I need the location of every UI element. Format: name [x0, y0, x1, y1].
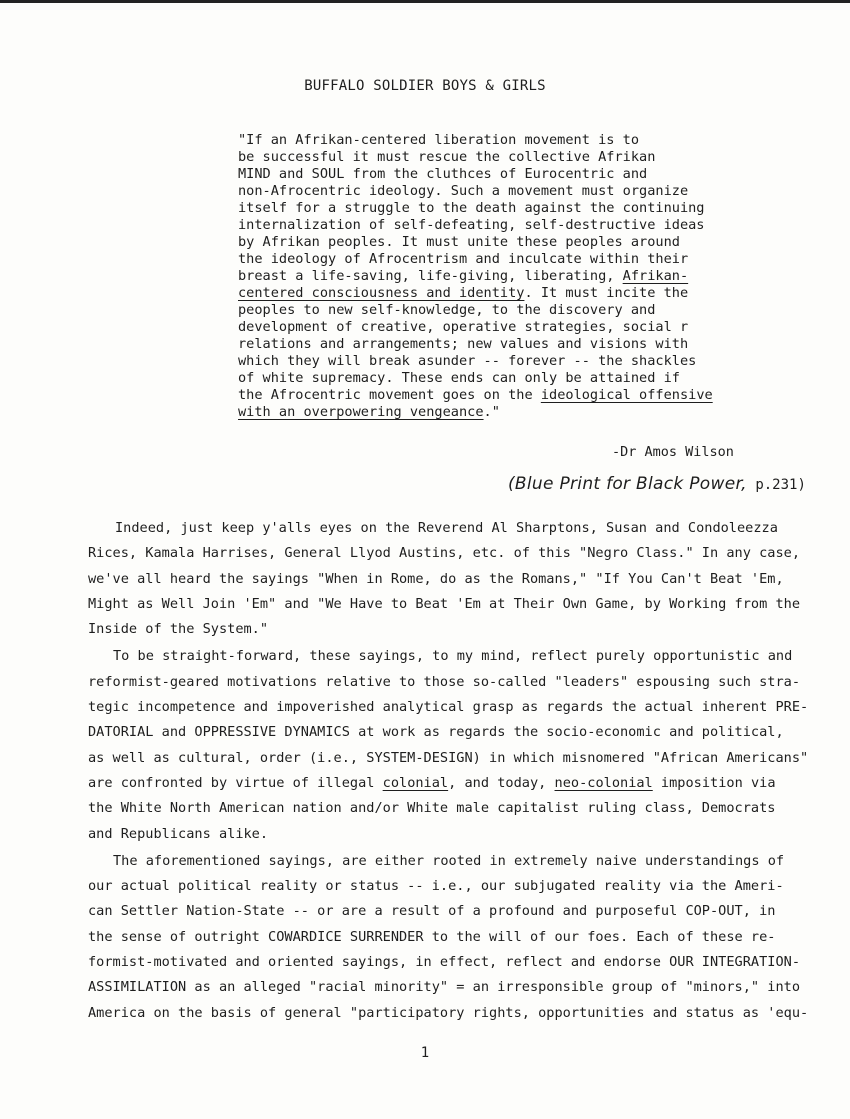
body-line: as well as cultural, order (i.e., SYSTEM-DESIGN) in which misnomered "African Americans"	[88, 749, 809, 766]
quote-underlined-text: ideological offensive	[540, 387, 713, 403]
quote-line: non-Afrocentric ideology. Such a movement must organize	[238, 183, 689, 199]
page-top-edge	[0, 0, 850, 3]
paragraph	[88, 516, 838, 642]
body-line: the White North American nation and/or White male capitalist ruling class, Democrats	[88, 800, 776, 817]
quote-text: breast a life-saving, life-giving, liberating,	[238, 268, 623, 284]
body-line: we've all heard the sayings "When in Rome, do as the Romans," "If You Can't Beat 'Em,	[88, 570, 784, 587]
quote-text: . It must incite the	[524, 285, 689, 301]
quote-line	[238, 268, 738, 285]
body-line: Inside of the System."	[88, 621, 269, 638]
quote-line: which they will break asunder -- forever -- the shackles	[238, 353, 697, 369]
source-citation	[508, 474, 806, 494]
quote-line	[238, 387, 738, 404]
body-line: can Settler Nation-State -- or are a result of a profound and purposeful COP-OUT, in	[88, 903, 776, 920]
quote-line: by Afrikan peoples. It must unite these peoples around	[238, 234, 680, 250]
quote-text: the Afrocentric movement goes on the	[238, 387, 541, 403]
quote-text: ."	[483, 404, 500, 420]
handwritten-source: (Blue Print for Black Power,	[508, 474, 747, 494]
quote-underlined-text: Afrikan-	[622, 268, 689, 284]
underlined-term: colonial	[382, 774, 449, 791]
body-line: formist-motivated and oriented sayings, in effect, reflect and endorse OUR INTEGRATION-	[88, 954, 801, 971]
quote-line: be successful it must rescue the collective Afrikan	[238, 149, 656, 165]
page-title: BUFFALO SOLDIER BOYS & GIRLS	[304, 78, 546, 94]
quote-line: development of creative, operative strategies, social r	[238, 319, 689, 335]
quote-line: the ideology of Afrocentrism and inculcate within their	[238, 251, 689, 267]
body-line: DATORIAL and OPPRESSIVE DYNAMICS at work as regards the socio-economic and political,	[88, 724, 784, 741]
body-text-run: are confronted by virtue of illegal	[88, 774, 383, 791]
source-page: p.231)	[746, 477, 806, 493]
body-line: reformist-geared motivations relative to those so-called "leaders" espousing such stra-	[88, 673, 801, 690]
quote-line: relations and arrangements; new values and visions with	[238, 336, 689, 352]
body-text	[88, 516, 838, 1028]
body-line: Rices, Kamala Harrises, General Llyod Austins, etc. of this "Negro Class." In any case,	[88, 545, 801, 562]
body-line: America on the basis of general "participatory rights, opportunities and status as 'equ-	[88, 1004, 809, 1021]
paragraph	[88, 644, 838, 846]
body-line: To be straight-forward, these sayings, to my mind, reflect purely opportunistic and	[113, 648, 793, 665]
quote-line: internalization of self-defeating, self-destructive ideas	[238, 217, 705, 233]
quote-underlined-text: with an overpowering vengeance	[238, 404, 484, 420]
body-line: and Republicans alike.	[88, 825, 269, 842]
quote-line: "If an Afrikan-centered liberation movement is to	[238, 132, 640, 148]
body-line: Indeed, just keep y'alls eyes on the Reverend Al Sharptons, Susan and Condoleezza	[115, 520, 778, 536]
body-line: our actual political reality or status -- i.e., our subjugated reality via the Ameri-	[88, 878, 784, 895]
quote-line: itself for a struggle to the death against the continuing	[238, 200, 705, 216]
body-line: ASSIMILATION as an alleged "racial minority" = an irresponsible group of "minors," into	[88, 979, 801, 996]
underlined-term: neo-colonial	[554, 774, 653, 791]
quote-line: of white supremacy. These ends can only be attained if	[238, 370, 680, 386]
quote-attribution: -Dr Amos Wilson	[612, 444, 734, 460]
body-line: Might as Well Join 'Em" and "We Have to Beat 'Em at Their Own Game, by Working from the	[88, 595, 801, 612]
body-line	[88, 771, 838, 796]
paragraph	[88, 849, 838, 1026]
quote-line: peoples to new self-knowledge, to the discovery and	[238, 302, 656, 318]
quote-line	[238, 404, 738, 421]
page-number: 1	[420, 1045, 430, 1061]
body-line: the sense of outright COWARDICE SURRENDER to the will of our foes. Each of these re-	[88, 928, 776, 945]
quote-underlined-text: centered consciousness and identity	[238, 285, 525, 301]
body-line: The aforementioned sayings, are either rooted in extremely naive understandings of	[113, 852, 785, 869]
body-text-run: , and today,	[448, 774, 555, 791]
body-text-run: imposition via	[652, 774, 776, 791]
quote-line	[238, 285, 738, 302]
quote-line: MIND and SOUL from the cluthces of Eurocentric and	[238, 166, 648, 182]
body-line: tegic incompetence and impoverished analytical grasp as regards the actual inherent PRE-	[88, 699, 809, 716]
block-quote	[238, 132, 738, 421]
